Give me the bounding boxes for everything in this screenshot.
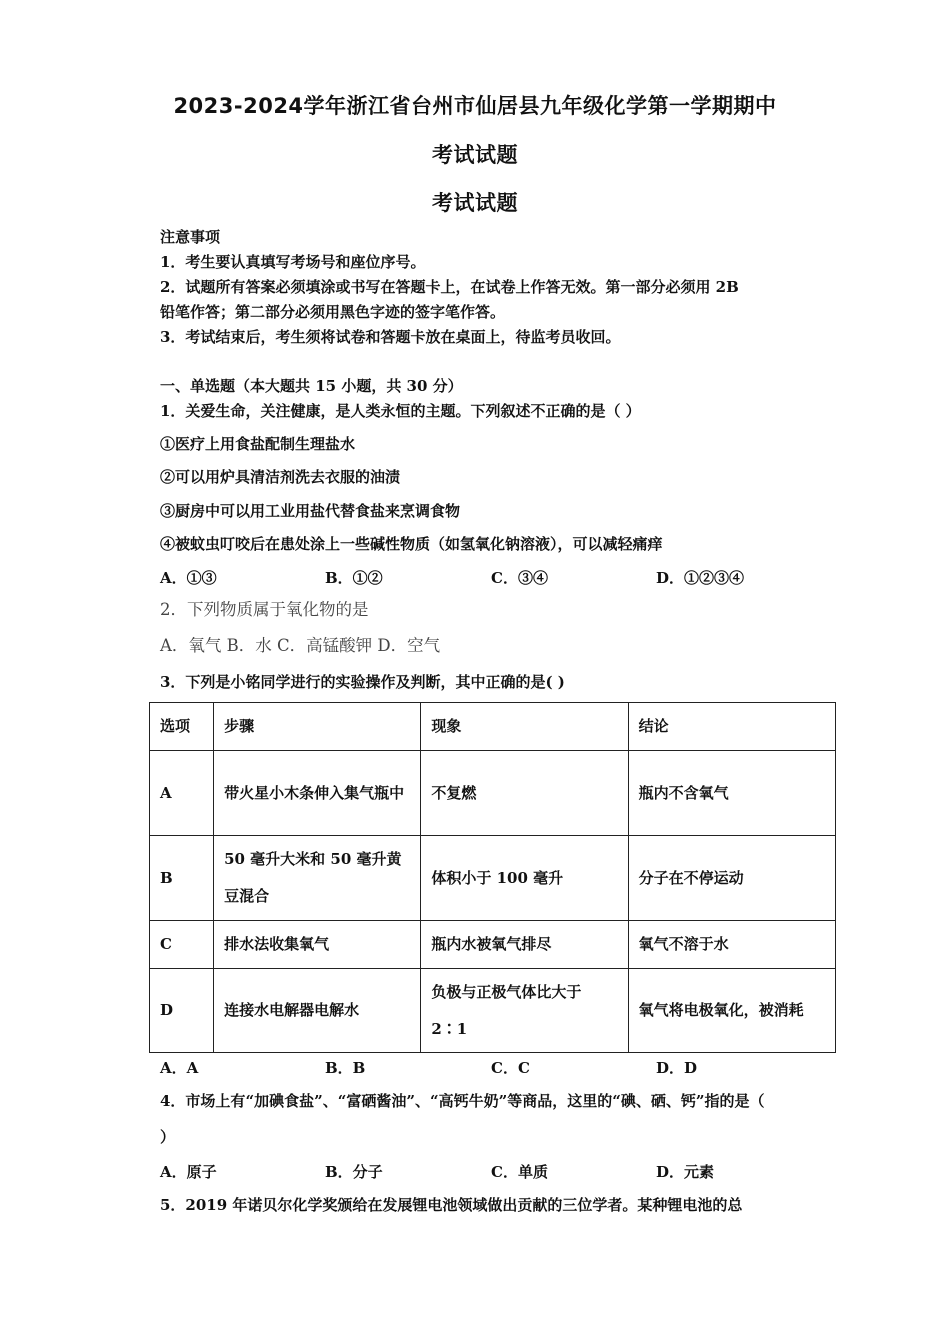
table-cell: 氧气不溶于水 xyxy=(628,921,835,969)
table-cell: 氧气将电极氧化，被消耗 xyxy=(628,969,835,1053)
table-cell: 不复燃 xyxy=(421,751,628,836)
q3-option-d: D．D xyxy=(656,1059,698,1077)
section-heading: 一、单选题（本大题共 15 小题，共 30 分） xyxy=(160,377,463,395)
q5-stem: 5．2019 年诺贝尔化学奖颁给在发展锂电池领域做出贡献的三位学者。某种锂电池的总 xyxy=(160,1196,743,1214)
table-row xyxy=(150,969,836,1053)
table-row xyxy=(150,836,836,921)
table-cell: 瓶内水被氧气排尽 xyxy=(421,921,628,969)
q3-option-b: B．B xyxy=(325,1059,366,1077)
notice-item-2: 2．试题所有答案必须填涂或书写在答题卡上，在试卷上作答无效。第一部分必须用 2B xyxy=(160,278,739,296)
notice-item-2-cont: 铅笔作答；第二部分必须用黑色字迹的签字笔作答。 xyxy=(160,303,506,321)
q2-options: A．氧气 B．水 C．高锰酸钾 D．空气 xyxy=(160,636,441,655)
q4-option-c: C．单质 xyxy=(491,1163,548,1181)
q1-statement-1: ①医疗上用食盐配制生理盐水 xyxy=(160,435,356,453)
table-header-cell: 现象 xyxy=(421,703,628,751)
q1-statement-3: ③厨房中可以用工业用盐代替食盐来烹调食物 xyxy=(160,502,461,520)
table-cell: B xyxy=(150,836,214,921)
q4-option-a: A．原子 xyxy=(160,1163,217,1181)
table-header-cell: 选项 xyxy=(150,703,214,751)
exam-title-line1: 2023-2024学年浙江省台州市仙居县九年级化学第一学期期中 xyxy=(173,94,777,118)
q4-option-d: D．元素 xyxy=(656,1163,715,1181)
q1-option-c: C．③④ xyxy=(491,569,548,587)
q1-statement-4: ④被蚊虫叮咬后在患处涂上一些碱性物质（如氢氧化钠溶液），可以减轻痛痒 xyxy=(160,535,663,553)
q1-option-d: D．①②③④ xyxy=(656,569,745,587)
table-cell: 负极与正极气体比大于 2∶1 xyxy=(421,969,628,1053)
table-cell: 分子在不停运动 xyxy=(628,836,835,921)
exam-title-line3: 考试试题 xyxy=(432,191,518,215)
table-cell: 50 毫升大米和 50 毫升黄豆混合 xyxy=(214,836,421,921)
table-header-cell: 结论 xyxy=(628,703,835,751)
table-cell: 体积小于 100 毫升 xyxy=(421,836,628,921)
table-cell: 连接水电解器电解水 xyxy=(214,969,421,1053)
table-row xyxy=(150,921,836,969)
table-row xyxy=(150,751,836,836)
table-cell: A xyxy=(150,751,214,836)
table-cell: 带火星小木条伸入集气瓶中 xyxy=(214,751,421,836)
q1-statement-2: ②可以用炉具清洁剂洗去衣服的油渍 xyxy=(160,468,401,486)
q1-option-a: A．①③ xyxy=(160,569,217,587)
table-cell: 瓶内不含氧气 xyxy=(628,751,835,836)
notice-item-1: 1．考生要认真填写考场号和座位序号。 xyxy=(160,253,426,271)
q4-stem: 4．市场上有“加碘食盐”、“富硒酱油”、“高钙牛奶”等商品，这里的“碘、硒、钙”指的是（ xyxy=(160,1092,765,1110)
q4-stem-cont: ） xyxy=(160,1128,176,1146)
q2-stem: 2．下列物质属于氧化物的是 xyxy=(160,600,369,619)
notice-heading: 注意事项 xyxy=(160,228,221,246)
table-cell: D xyxy=(150,969,214,1053)
q4-option-b: B．分子 xyxy=(325,1163,383,1181)
q1-stem: 1．关爱生命，关注健康，是人类永恒的主题。下列叙述不正确的是（ ） xyxy=(160,402,641,420)
exam-title-line2: 考试试题 xyxy=(432,143,518,167)
table-header-cell: 步骤 xyxy=(214,703,421,751)
notice-item-3: 3．考试结束后，考生须将试卷和答题卡放在桌面上，待监考员收回。 xyxy=(160,328,621,346)
q3-stem: 3．下列是小铭同学进行的实验操作及判断，其中正确的是( ) xyxy=(160,673,565,691)
q1-option-b: B．①② xyxy=(325,569,383,587)
q3-option-c: C．C xyxy=(491,1059,530,1077)
q3-table xyxy=(149,702,836,1053)
q3-option-a: A．A xyxy=(160,1059,199,1077)
table-cell: C xyxy=(150,921,214,969)
table-header-row xyxy=(150,703,836,751)
table-cell: 排水法收集氧气 xyxy=(214,921,421,969)
